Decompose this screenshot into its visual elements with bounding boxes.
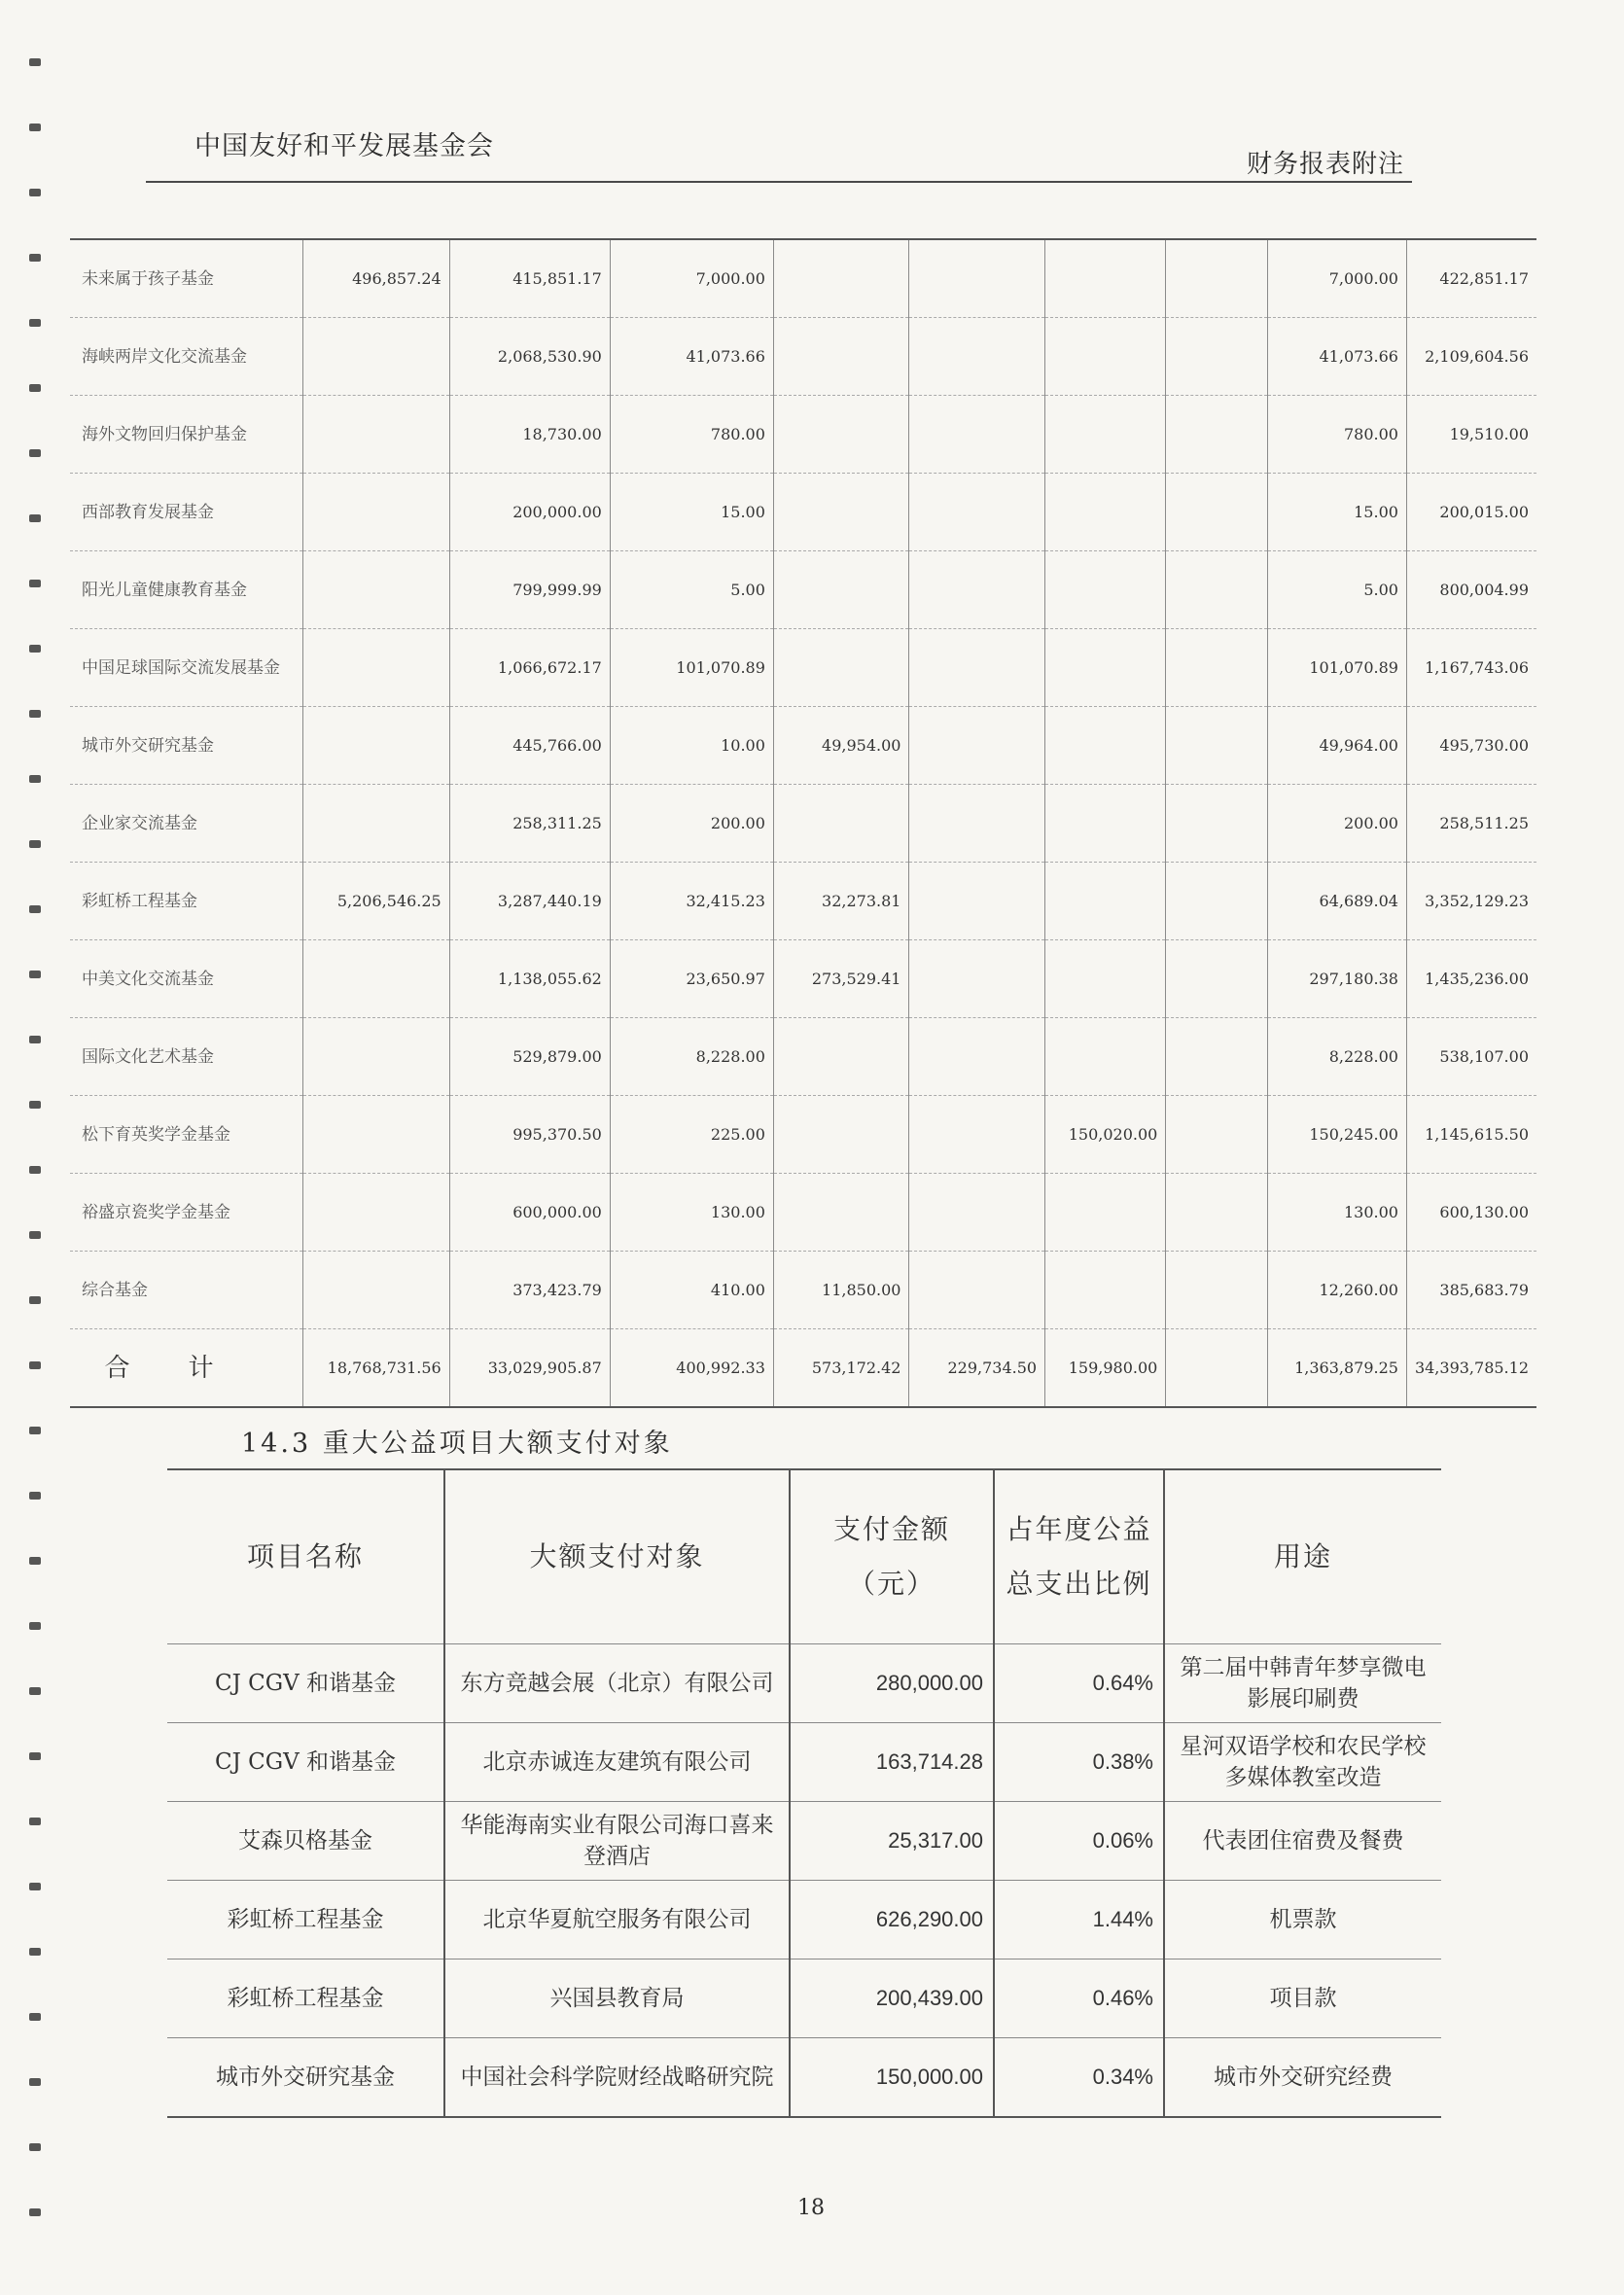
fund-name: 城市外交研究基金 [70,707,302,785]
fund-row [70,707,1536,785]
fund-amount-cell [909,707,1045,785]
total-label: 合计 [70,1329,302,1408]
fund-amount-cell: 5,206,546.25 [302,863,449,940]
amount-cell: 626,290.00 [790,1881,994,1960]
fund-name: 裕盛京瓷奖学金基金 [70,1174,302,1252]
punch-hole [29,1557,41,1565]
fund-amount-cell [773,396,909,474]
doc-title-header: 财务报表附注 [1247,150,1405,179]
punch-hole [29,1883,41,1890]
fund-amount-cell [773,474,909,551]
fund-amount-cell [302,1018,449,1096]
fund-amount-cell [1045,1174,1166,1252]
fund-row [70,1174,1536,1252]
project-name-cell: 彩虹桥工程基金 [167,1881,444,1960]
fund-amount-cell: 150,020.00 [1045,1096,1166,1174]
fund-amount-cell: 2,109,604.56 [1406,318,1536,396]
fund-amount-cell: 496,857.24 [302,239,449,318]
fund-row [70,1018,1536,1096]
payment-header-cell: 占年度公益总支出比例 [994,1469,1164,1644]
fund-amount-cell [1166,707,1268,785]
fund-amount-cell: 229,734.50 [909,1329,1045,1408]
fund-amount-cell [302,474,449,551]
fund-amount-cell [1166,474,1268,551]
fund-amount-cell: 130.00 [1268,1174,1407,1252]
punch-hole [29,1296,41,1304]
binder-punch-holes [29,58,53,2295]
fund-amount-cell: 5.00 [1268,551,1407,629]
fund-amount-cell [909,940,1045,1018]
punch-hole [29,384,41,392]
punch-hole [29,1231,41,1239]
fund-amount-cell: 200,015.00 [1406,474,1536,551]
fund-amount-cell [909,1252,1045,1329]
fund-amount-cell: 258,311.25 [449,785,610,863]
purpose-cell: 星河双语学校和农民学校多媒体教室改造 [1164,1723,1441,1802]
fund-name: 松下育英奖学金基金 [70,1096,302,1174]
fund-amount-cell: 258,511.25 [1406,785,1536,863]
fund-row [70,629,1536,707]
amount-cell: 200,439.00 [790,1960,994,2038]
fund-amount-cell [1045,474,1166,551]
purpose-cell: 城市外交研究经费 [1164,2038,1441,2118]
fund-amount-cell [1045,629,1166,707]
fund-amount-cell: 41,073.66 [610,318,773,396]
fund-amount-cell: 495,730.00 [1406,707,1536,785]
ratio-cell: 0.38% [994,1723,1164,1802]
fund-amount-cell: 1,138,055.62 [449,940,610,1018]
fund-row [70,940,1536,1018]
fund-amount-cell [302,551,449,629]
fund-amount-cell [302,396,449,474]
fund-amount-cell [1045,1252,1166,1329]
punch-hole [29,1752,41,1760]
fund-amount-cell [1166,940,1268,1018]
fund-amount-cell: 101,070.89 [1268,629,1407,707]
payee-cell: 中国社会科学院财经战略研究院 [444,2038,790,2118]
punch-hole [29,1948,41,1956]
purpose-cell: 项目款 [1164,1960,1441,2038]
fund-amount-cell [909,1174,1045,1252]
fund-amount-cell [302,785,449,863]
fund-amount-cell [1166,396,1268,474]
payee-cell: 北京赤诚连友建筑有限公司 [444,1723,790,1802]
payment-row [167,1881,1441,1960]
fund-amount-cell [909,474,1045,551]
fund-amount-cell: 800,004.99 [1406,551,1536,629]
punch-hole [29,58,41,66]
payment-row [167,1644,1441,1723]
fund-amount-cell [1166,629,1268,707]
punch-hole [29,710,41,718]
punch-hole [29,1622,41,1630]
punch-hole [29,514,41,522]
payee-cell: 东方竞越会展（北京）有限公司 [444,1644,790,1723]
punch-hole [29,971,41,978]
fund-amount-cell: 410.00 [610,1252,773,1329]
fund-amount-cell: 8,228.00 [1268,1018,1407,1096]
fund-amount-cell: 49,954.00 [773,707,909,785]
fund-name: 中国足球国际交流发展基金 [70,629,302,707]
fund-amount-cell: 273,529.41 [773,940,909,1018]
fund-name: 综合基金 [70,1252,302,1329]
fund-amount-cell [773,318,909,396]
fund-amount-cell: 34,393,785.12 [1406,1329,1536,1408]
fund-amount-cell [909,1018,1045,1096]
punch-hole [29,1361,41,1369]
punch-hole [29,1492,41,1500]
fund-amount-cell: 200.00 [610,785,773,863]
fund-amount-cell [1166,1096,1268,1174]
payment-header-row [167,1469,1441,1644]
fund-row [70,1252,1536,1329]
fund-amount-cell: 600,000.00 [449,1174,610,1252]
fund-amount-cell [773,1096,909,1174]
project-name-cell: 彩虹桥工程基金 [167,1960,444,2038]
fund-name: 阳光儿童健康教育基金 [70,551,302,629]
payment-table [167,1468,1441,2118]
fund-name: 国际文化艺术基金 [70,1018,302,1096]
fund-amount-cell: 3,287,440.19 [449,863,610,940]
fund-amount-cell [909,863,1045,940]
fund-row [70,863,1536,940]
fund-amount-cell: 529,879.00 [449,1018,610,1096]
punch-hole [29,189,41,196]
punch-hole [29,1818,41,1825]
fund-name: 企业家交流基金 [70,785,302,863]
punch-hole [29,1687,41,1695]
fund-amount-cell [1045,1018,1166,1096]
punch-hole [29,1166,41,1174]
fund-amount-cell: 1,066,672.17 [449,629,610,707]
fund-amount-cell: 995,370.50 [449,1096,610,1174]
project-name-cell: CJ CGV 和谐基金 [167,1723,444,1802]
fund-amount-cell [1045,318,1166,396]
fund-name: 海外文物回归保护基金 [70,396,302,474]
fund-row [70,474,1536,551]
project-name-cell: CJ CGV 和谐基金 [167,1644,444,1723]
fund-amount-cell: 8,228.00 [610,1018,773,1096]
fund-amount-cell [1166,1329,1268,1408]
fund-amount-cell [1045,396,1166,474]
fund-amount-cell [1045,940,1166,1018]
punch-hole [29,645,41,653]
fund-amount-cell [909,396,1045,474]
fund-amount-cell [909,318,1045,396]
fund-amount-cell: 400,992.33 [610,1329,773,1408]
fund-amount-cell [773,785,909,863]
fund-amount-cell [773,1018,909,1096]
fund-amount-cell [1166,551,1268,629]
payment-header-cell: 大额支付对象 [444,1469,790,1644]
punch-hole [29,775,41,783]
fund-amount-cell: 2,068,530.90 [449,318,610,396]
amount-cell: 25,317.00 [790,1802,994,1881]
fund-amount-cell [302,1252,449,1329]
fund-amount-cell: 159,980.00 [1045,1329,1166,1408]
purpose-cell: 机票款 [1164,1881,1441,1960]
fund-amount-cell: 422,851.17 [1406,239,1536,318]
fund-amount-cell [909,239,1045,318]
fund-amount-cell: 10.00 [610,707,773,785]
fund-amount-cell: 18,730.00 [449,396,610,474]
fund-amount-cell [909,629,1045,707]
fund-table [70,238,1536,1408]
fund-amount-cell [773,1174,909,1252]
fund-amount-cell: 3,352,129.23 [1406,863,1536,940]
fund-amount-cell: 7,000.00 [1268,239,1407,318]
payee-cell: 华能海南实业有限公司海口喜来登酒店 [444,1802,790,1881]
fund-amount-cell [773,629,909,707]
fund-amount-cell [1045,863,1166,940]
section-title: 14.3 重大公益项目大额支付对象 [241,1429,673,1459]
fund-amount-cell: 12,260.00 [1268,1252,1407,1329]
punch-hole [29,254,41,262]
fund-amount-cell: 780.00 [610,396,773,474]
fund-row [70,318,1536,396]
fund-amount-cell: 15.00 [610,474,773,551]
project-name-cell: 城市外交研究基金 [167,2038,444,2118]
fund-row [70,239,1536,318]
payee-cell: 北京华夏航空服务有限公司 [444,1881,790,1960]
ratio-cell: 0.46% [994,1960,1164,2038]
fund-amount-cell [1166,239,1268,318]
fund-amount-cell: 200.00 [1268,785,1407,863]
punch-hole [29,840,41,848]
ratio-cell: 0.06% [994,1802,1164,1881]
fund-amount-cell [302,1174,449,1252]
ratio-cell: 0.34% [994,2038,1164,2118]
payment-row [167,2038,1441,2118]
amount-cell: 280,000.00 [790,1644,994,1723]
punch-hole [29,319,41,327]
fund-amount-cell [302,940,449,1018]
fund-amount-cell: 23,650.97 [610,940,773,1018]
fund-amount-cell: 15.00 [1268,474,1407,551]
fund-name: 彩虹桥工程基金 [70,863,302,940]
fund-amount-cell [1166,1252,1268,1329]
fund-amount-cell: 297,180.38 [1268,940,1407,1018]
fund-amount-cell: 799,999.99 [449,551,610,629]
fund-amount-cell: 18,768,731.56 [302,1329,449,1408]
fund-amount-cell [773,239,909,318]
punch-hole [29,1427,41,1434]
fund-amount-cell: 538,107.00 [1406,1018,1536,1096]
fund-name: 海峡两岸文化交流基金 [70,318,302,396]
punch-hole [29,1101,41,1109]
fund-amount-cell: 32,273.81 [773,863,909,940]
fund-amount-cell: 600,130.00 [1406,1174,1536,1252]
fund-amount-cell [909,1096,1045,1174]
fund-amount-cell [1166,785,1268,863]
fund-amount-cell: 33,029,905.87 [449,1329,610,1408]
fund-amount-cell: 385,683.79 [1406,1252,1536,1329]
purpose-cell: 第二届中韩青年梦享微电影展印刷费 [1164,1644,1441,1723]
ratio-cell: 1.44% [994,1881,1164,1960]
fund-amount-cell [302,1096,449,1174]
punch-hole [29,1036,41,1043]
header-rule [146,181,1412,183]
punch-hole [29,449,41,457]
fund-name: 中美文化交流基金 [70,940,302,1018]
fund-row [70,1096,1536,1174]
fund-amount-cell [1045,785,1166,863]
fund-amount-cell: 445,766.00 [449,707,610,785]
punch-hole [29,2078,41,2086]
fund-amount-cell: 1,363,879.25 [1268,1329,1407,1408]
payment-row [167,1960,1441,2038]
fund-amount-cell [1166,863,1268,940]
fund-name: 未来属于孩子基金 [70,239,302,318]
punch-hole [29,2208,41,2216]
fund-amount-cell: 1,167,743.06 [1406,629,1536,707]
fund-amount-cell: 225.00 [610,1096,773,1174]
fund-amount-cell [1166,1018,1268,1096]
fund-row [70,551,1536,629]
payment-header-cell: 项目名称 [167,1469,444,1644]
fund-total-row [70,1329,1536,1408]
org-name-header: 中国友好和平发展基金会 [194,131,494,161]
fund-amount-cell: 573,172.42 [773,1329,909,1408]
punch-hole [29,2143,41,2151]
fund-amount-cell [302,707,449,785]
fund-amount-cell: 150,245.00 [1268,1096,1407,1174]
fund-amount-cell: 130.00 [610,1174,773,1252]
fund-amount-cell: 64,689.04 [1268,863,1407,940]
payment-header-cell: 用途 [1164,1469,1441,1644]
fund-amount-cell [302,318,449,396]
fund-amount-cell [909,785,1045,863]
fund-amount-cell: 5.00 [610,551,773,629]
fund-row [70,396,1536,474]
fund-amount-cell: 11,850.00 [773,1252,909,1329]
fund-amount-cell [909,551,1045,629]
fund-amount-cell: 1,145,615.50 [1406,1096,1536,1174]
page-number: 18 [797,2196,825,2220]
fund-amount-cell [302,629,449,707]
payment-row [167,1802,1441,1881]
purpose-cell: 代表团住宿费及餐费 [1164,1802,1441,1881]
payment-header-cell: 支付金额（元） [790,1469,994,1644]
punch-hole [29,124,41,131]
fund-amount-cell [1166,318,1268,396]
amount-cell: 150,000.00 [790,2038,994,2118]
amount-cell: 163,714.28 [790,1723,994,1802]
fund-amount-cell [1045,239,1166,318]
fund-amount-cell [1166,1174,1268,1252]
fund-amount-cell: 373,423.79 [449,1252,610,1329]
fund-row [70,785,1536,863]
fund-amount-cell: 7,000.00 [610,239,773,318]
fund-amount-cell: 41,073.66 [1268,318,1407,396]
fund-amount-cell: 49,964.00 [1268,707,1407,785]
fund-amount-cell: 19,510.00 [1406,396,1536,474]
payee-cell: 兴国县教育局 [444,1960,790,2038]
fund-amount-cell: 101,070.89 [610,629,773,707]
punch-hole [29,905,41,913]
fund-amount-cell: 780.00 [1268,396,1407,474]
fund-amount-cell: 1,435,236.00 [1406,940,1536,1018]
fund-amount-cell: 415,851.17 [449,239,610,318]
fund-amount-cell [1045,707,1166,785]
punch-hole [29,580,41,587]
payment-row [167,1723,1441,1802]
fund-amount-cell: 200,000.00 [449,474,610,551]
fund-amount-cell [1045,551,1166,629]
fund-amount-cell: 32,415.23 [610,863,773,940]
fund-name: 西部教育发展基金 [70,474,302,551]
project-name-cell: 艾森贝格基金 [167,1802,444,1881]
ratio-cell: 0.64% [994,1644,1164,1723]
fund-amount-cell [773,551,909,629]
punch-hole [29,2013,41,2021]
